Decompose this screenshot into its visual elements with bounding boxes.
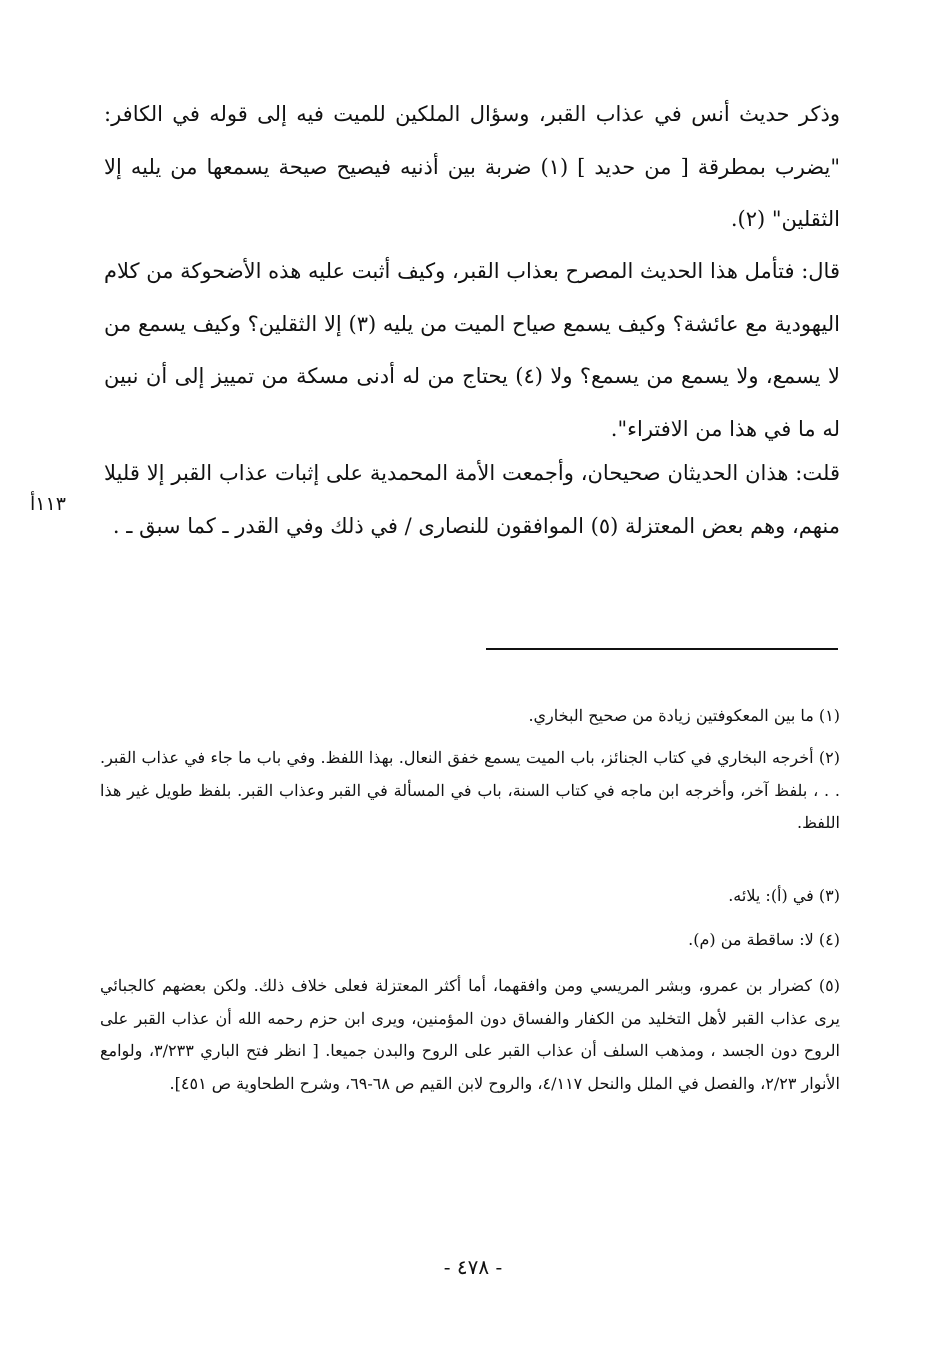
manuscript-folio-marker: ١١٣أ <box>30 493 66 515</box>
page-number: - ٤٧٨ - <box>443 1255 503 1279</box>
footnote-number: (١) <box>818 706 840 725</box>
footnote-1 <box>100 700 840 733</box>
main-paragraph-2: قال: فتأمل هذا الحديث المصرح بعذاب القبر، وكيف أثبت عليه هذه الأضحوكة من كلام اليهودية مع عائشة؟ وكيف يسمع صياح الميت من يليه (٣) إلا الثقلين؟ وكيف يسمع من لا يسمع، ولا يسمع من يسمع؟ ولا (٤) يحتاج من له أدنى مسكة من تمييز إلى أن نبين له ما في هذا من الافتراء". <box>104 259 840 441</box>
footnote-text: في (أ): يلائه. <box>728 886 814 905</box>
footnote-5 <box>100 970 840 1100</box>
footnote-number: (٥) <box>818 976 840 995</box>
footnote-number: (٣) <box>818 886 840 905</box>
footnote-text: كضرار بن عمرو، وبشر المريسي ومن وافقهما، أما أكثر المعتزلة فعلى خلاف ذلك. ولكن بعضهم كالجبائي يرى عذاب القبر لأهل التخليد من الكفار والفساق دون المؤمنين، ويرى ابن حزم رحمه الله أن عذاب القبر على الروح دون الجسد ، ومذهب السلف أن عذاب القبر على الروح والبدن جميعا. [ انظر فتح الباري ٣/٢٣٣، ولوامع الأنوار ٢/٢٣، والفصل في الملل والنحل ٤/١١٧، والروح لابن القيم ص ٦٨-٦٩، وشرح الطحاوية ص ٤٥١]. <box>100 976 841 1093</box>
footnote-text: لا: ساقطة من (م). <box>688 930 814 949</box>
footnote-text: ما بين المعكوفتين زيادة من صحيح البخاري. <box>528 706 814 725</box>
footnote-2 <box>100 742 840 840</box>
footnote-number: (٤) <box>818 930 840 949</box>
main-paragraph-3: قلت: هذان الحديثان صحيحان، وأجمعت الأمة المحمدية على إثبات عذاب القبر إلا قليلا منهم، وهم بعض المعتزلة (٥) الموافقون للنصارى / في ذلك وفي القدر ـ كما سبق ـ . <box>104 461 840 538</box>
footnote-separator <box>486 648 838 650</box>
main-paragraph-1: وذكر حديث أنس في عذاب القبر، وسؤال الملكين للميت فيه إلى قوله في الكافر: "يضرب بمطرقة [ من حديد ] (١) ضربة بين أذنيه فيصيح صيحة يسمعها من يليه إلا الثقلين" (٢). <box>104 102 840 231</box>
footnote-number: (٢) <box>818 748 840 767</box>
footnote-text: أخرجه البخاري في كتاب الجنائز، باب الميت يسمع خفق النعال. بهذا اللفظ. وفي باب ما جاء في عذاب القبر. . . ، بلفظ آخر، وأخرجه ابن ماجه في كتاب السنة، باب في المسألة في القبر وعذاب القبر. بلفظ طويل غير هذا اللفظ. <box>100 748 840 832</box>
footnote-4 <box>100 924 840 957</box>
footnote-3 <box>100 880 840 913</box>
